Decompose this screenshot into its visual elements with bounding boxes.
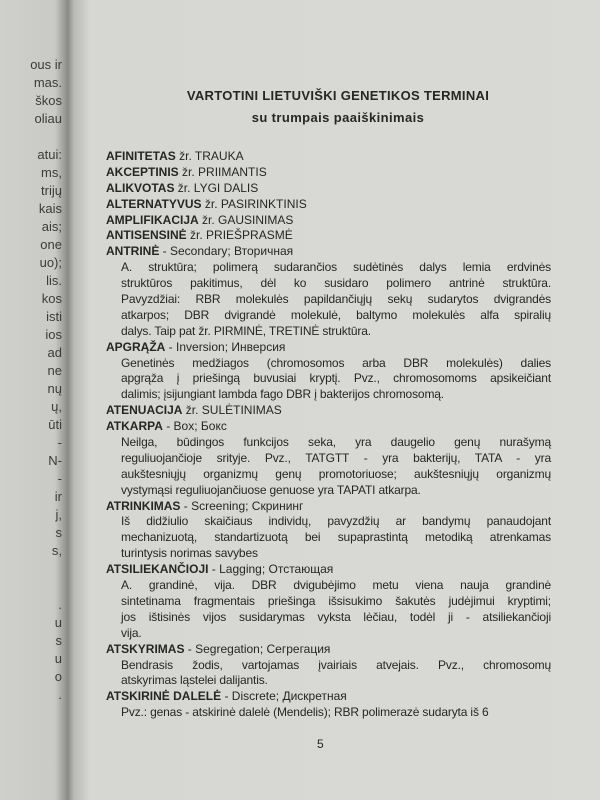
left-page-line: s: [55, 525, 62, 540]
page-subtitle: su trumpais paaiškinimais: [251, 110, 425, 125]
entry-term: ANTRINĖ: [106, 244, 160, 259]
entry-term: ATSKYRIMAS: [106, 641, 185, 656]
entry-heading: [106, 499, 586, 515]
entry-translation: žr. TRAUKA: [175, 149, 244, 163]
left-page-line: ūti: [48, 417, 62, 432]
definition-line: atskyrimas ląstelei dalijantis.: [121, 673, 268, 688]
definition-line: atkarpos; DBR dvigrandė molekulė, baltymo molekulės alfa spiralių: [121, 307, 551, 322]
entry-term: APGRĄŽA: [106, 339, 166, 354]
left-page-line: u: [54, 615, 62, 630]
left-page-line: uo);: [39, 255, 62, 270]
definition-line: mechanizuotą, standartizuotą bei supaprastintą metodiką atrenkamas: [121, 530, 551, 545]
glossary-entry: [106, 228, 586, 244]
left-page-fragment: [0, 56, 62, 704]
entry-term: ATRINKIMAS: [106, 498, 181, 513]
left-page-line: .: [58, 597, 62, 612]
left-page-line: s,: [51, 543, 62, 558]
entry-definition: [121, 514, 551, 562]
left-page-line: [0, 560, 62, 578]
definition-line: sintetinama fragmentais priešinga išsisukimo šakutės judėjimui kryptimi;: [121, 593, 551, 608]
glossary-entry: [106, 181, 586, 197]
left-page-line: one: [40, 237, 62, 252]
entry-term: ATENUACIJA: [106, 403, 183, 418]
left-page-line: j,: [55, 507, 62, 522]
entry-translation: žr. SULĖTINIMAS: [182, 403, 282, 418]
entry-heading: [106, 340, 586, 356]
entry-definition: [121, 578, 551, 642]
entry-heading: [106, 228, 586, 244]
entry-definition: [121, 356, 551, 404]
entry-heading: [106, 213, 586, 229]
entry-term: ATKARPA: [106, 419, 163, 434]
page-title: VARTOTINI LIETUVIŠKI GENETIKOS TERMINAI: [186, 88, 490, 103]
left-page-line: oliau: [34, 111, 62, 126]
entry-translation: - Segregation; Сегрегация: [184, 641, 331, 656]
entry-term: ANTISENSINĖ: [106, 228, 187, 243]
left-page-line: N-: [48, 453, 62, 468]
entry-heading: [106, 642, 586, 658]
left-page-line: lis.: [46, 273, 62, 288]
entry-heading: [106, 165, 586, 181]
entry-term: ALIKVOTAS: [106, 180, 175, 195]
left-page-line: nų: [47, 381, 62, 396]
entry-translation: - Inversion; Инверсия: [165, 339, 286, 354]
left-page-line: -: [57, 471, 62, 486]
entry-term: AKCEPTINIS: [106, 164, 179, 179]
left-page-line: kais: [38, 201, 62, 216]
entry-heading: [106, 689, 586, 705]
glossary-entry: [106, 419, 586, 498]
entry-definition: [121, 658, 551, 690]
glossary-entry: [106, 403, 586, 419]
glossary-entry: [106, 340, 586, 404]
left-page-line: ir: [54, 489, 62, 504]
left-page-line: škos: [35, 93, 62, 108]
left-page-line: .: [58, 687, 62, 702]
left-page-line: ous ir: [30, 57, 62, 72]
definition-line: turintysis norimas savybes: [121, 546, 258, 561]
glossary-entry: [106, 213, 586, 229]
left-page-line: trijų: [41, 183, 62, 198]
left-page-line: ų,: [51, 399, 62, 414]
definition-line: jos ištisinės vijos susidarymas vyksta lėčiau, todėl ji - atsiliekančioji: [121, 609, 551, 624]
entry-heading: [106, 562, 586, 578]
left-page-line: [0, 128, 62, 146]
definition-line: Genetinės medžiagos (chromosomos arba DBR molekulės) dalies: [121, 355, 551, 370]
definition-line: Pvz.: genas - atskirinė dalelė (Mendelis); RBR polimerazė sudaryta iš 6: [121, 705, 489, 720]
left-page-line: ne: [47, 363, 62, 378]
entry-heading: [106, 419, 586, 435]
left-page-line: o: [54, 669, 62, 684]
left-page-line: -: [57, 435, 62, 450]
entry-translation: - Screening; Скрининг: [180, 498, 304, 513]
left-page-line: kos: [41, 291, 62, 306]
definition-line: A. grandinė, vija. DBR dvigubėjimo metu viena nauja grandinė: [121, 578, 551, 593]
entry-heading: [106, 244, 586, 260]
left-page-line: ais;: [41, 219, 62, 234]
entry-term: ATSKIRINĖ DALELĖ: [106, 689, 222, 704]
glossary-entry: [106, 165, 586, 181]
definition-line: vystymąsi reguliuojančiuose genuose yra TAPATI atkarpa.: [121, 482, 421, 497]
glossary-entry: [106, 197, 586, 213]
entry-term: ALTERNATYVUS: [106, 196, 202, 211]
left-page-line: atui:: [37, 147, 62, 162]
definition-line: dalimis; įsijungiant lambda fago DBR į bakterijos chromosomą.: [121, 387, 444, 402]
definition-line: reguliuojančioje srityje. Pvz., TATGTT - yra bakterijų, TATA - yra: [121, 450, 551, 465]
entry-heading: [106, 181, 586, 197]
entry-translation: - Lagging; Отстающая: [208, 562, 334, 577]
entry-translation: žr. GAUSINIMAS: [198, 212, 294, 227]
definition-line: struktūros pakitimus, dėl ko susidaro polimero antrinė struktūra.: [121, 276, 551, 291]
right-page: [92, 0, 592, 800]
glossary-entry: [106, 689, 586, 721]
entry-definition: [121, 705, 551, 721]
entry-translation: - Secondary; Вторичная: [159, 244, 294, 259]
entry-translation: žr. PRIIMANTIS: [178, 164, 267, 179]
entry-translation: žr. PASIRINKTINIS: [201, 196, 307, 211]
left-page-line: mas.: [33, 75, 62, 90]
glossary-entry: [106, 642, 586, 690]
entry-translation: žr. LYGI DALIS: [174, 180, 259, 195]
definition-line: Pavyzdžiai: RBR molekulės papildančiųjų sekų sudarytos dvigrandės: [121, 292, 551, 307]
left-page-line: ios: [45, 327, 62, 342]
definition-line: dalys. Taip pat žr. PIRMINĖ, TRETINĖ struktūra.: [121, 323, 371, 338]
left-page-line: ms,: [41, 165, 62, 180]
glossary-entry: [106, 499, 586, 563]
entry-heading: [106, 197, 586, 213]
entry-heading: [106, 149, 586, 165]
definition-line: Bendrasis žodis, vartojamas įvairiais atvejais. Pvz., chromosomų: [121, 657, 551, 672]
page-number: 5: [317, 737, 324, 751]
definition-line: Iš didžiulio skaičiaus individų, pavyzdžių ar bandymų panaudojant: [121, 514, 551, 529]
entry-definition: [121, 260, 551, 339]
definition-line: aukštesniųjų organizmų genų promotoriuose; aukštesniųjų organizmų: [121, 466, 551, 481]
left-page-line: s: [55, 633, 62, 648]
entry-definition: [121, 435, 551, 499]
definition-line: apgrąža į priešingą buvusiai kryptį. Pvz., chromosomoms apsikeičiant: [121, 371, 551, 386]
left-page-line: u: [54, 651, 62, 666]
entry-translation: - Discrete; Дискретная: [221, 689, 347, 704]
definition-line: A. struktūra; polimerą sudarančios sudėtinės dalys lemia erdvinės: [121, 260, 551, 275]
left-page-line: [0, 578, 62, 596]
glossary-entry: [106, 244, 586, 339]
entry-term: AFINITETAS: [106, 149, 176, 163]
glossary-entries: [106, 149, 586, 721]
entry-term: AMPLIFIKACIJA: [106, 212, 199, 227]
left-page-line: ad: [47, 345, 62, 360]
entry-translation: - Box; Бокс: [162, 419, 227, 434]
glossary-entry: [106, 562, 586, 641]
entry-heading: [106, 403, 586, 419]
definition-line: Neilga, būdingos funkcijos seka, yra daugelio genų nurašymą: [121, 435, 551, 450]
glossary-entry: [106, 149, 586, 165]
entry-translation: žr. PRIEŠPRASMĖ: [186, 228, 293, 243]
left-page-line: isti: [46, 309, 62, 324]
entry-term: ATSILIEKANČIOJI: [106, 562, 209, 577]
definition-line: vija.: [121, 625, 142, 640]
